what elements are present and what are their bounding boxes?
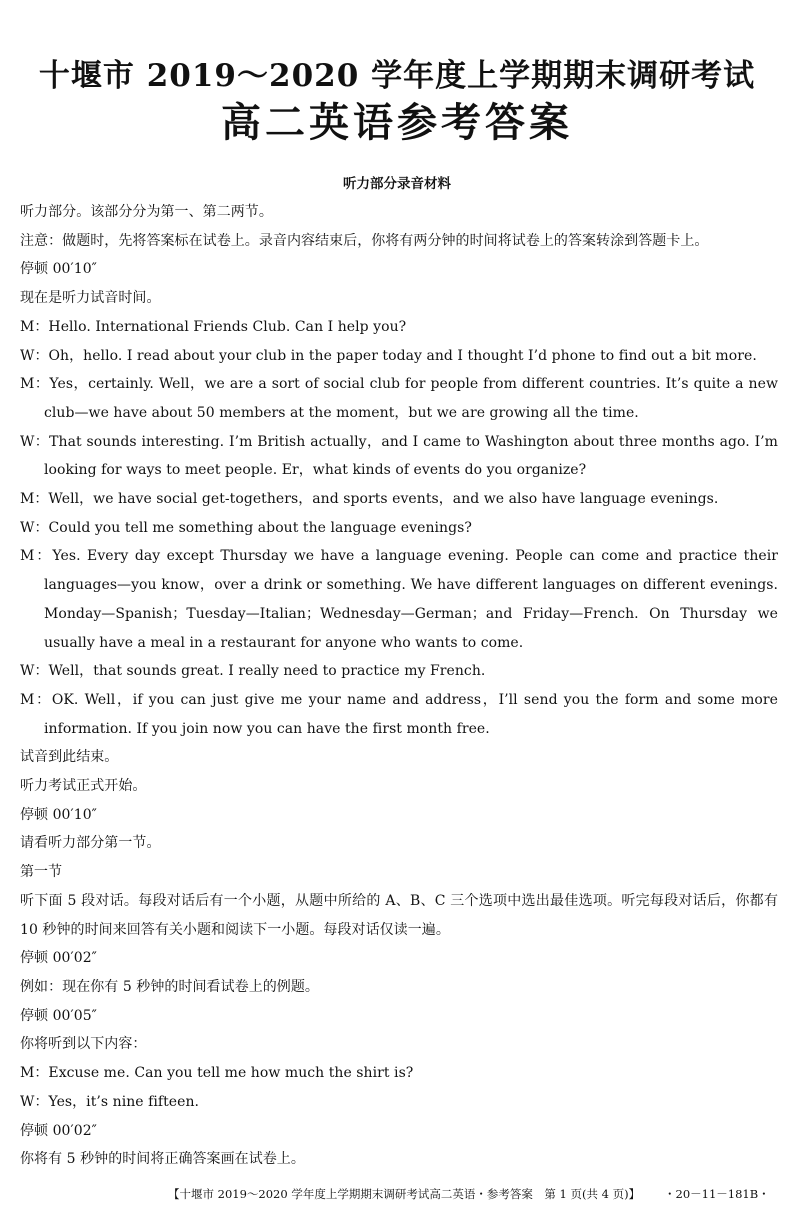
paragraph: 请看听力部分第一节。	[20, 835, 161, 852]
dialogue-line: W：Could you tell me something about the language evenings?	[20, 519, 472, 536]
paragraph: 听力考试正式开始。	[20, 778, 147, 795]
paragraph: 你将听到以下内容：	[20, 1036, 147, 1053]
paragraph: 你将有 5 秒钟的时间将正确答案画在试卷上。	[20, 1151, 305, 1168]
instructions: 听下面 5 段对话。每段对话后有一个小题，从题中所给的 A、B、C 三个选项中选出最佳选项。听完每段对话后，你都有 10 秒钟的时间来回答有关小题和阅读下一小题。每段对话仅读一遍。	[20, 892, 778, 938]
paragraph: 听力部分。该部分分为第一、第二两节。	[20, 204, 273, 220]
pause-marker: 停顿 00′10″	[20, 261, 97, 278]
dialogue-line: W：Well，that sounds great. I really need to practice my French.	[20, 663, 486, 680]
footer-doc-code: ・20－11－181B・	[664, 1187, 770, 1201]
document-title: 高二英语参考答案	[221, 99, 573, 146]
dialogue-line: W：That sounds interesting. I’m British actually，and I came to Washington about three months ago. I’m looking for ways to meet people. Er，what kinds of events do you organize?	[20, 433, 778, 479]
dialogue-line: M：Well，we have social get-togethers，and sports events，and we also have language evenings.	[20, 491, 719, 508]
paragraph: 例如：现在你有 5 秒钟的时间看试卷上的例题。	[20, 978, 319, 995]
dialogue-line: W：Yes，it’s nine fifteen.	[20, 1093, 200, 1110]
paragraph: 注意：做题时，先将答案标在试卷上。录音内容结束后，你将有两分钟的时间将试卷上的答案转涂到答题卡上。	[20, 232, 709, 249]
dialogue-line: M：Yes，certainly. Well，we are a sort of social club for people from different countries. It’s quite a new club—we have about 50 members at the moment，but we are growing all the time.	[20, 376, 778, 421]
pause-marker: 停顿 00′10″	[20, 806, 97, 823]
paragraph: 现在是听力试音时间。	[20, 290, 161, 307]
pause-marker: 停顿 00′02″	[20, 950, 97, 967]
dialogue-line: M：OK. Well，if you can just give me your name and address，I’ll send you the form and some more information. If you join now you can have the first month free.	[20, 691, 778, 737]
footer-page-info: 【十堰市 2019～2020 学年度上学期期末调研考试高二英语・参考答案 第 1 页(共 4 页)】	[168, 1187, 641, 1201]
exam-title: 十堰市 2019～2020 学年度上学期期末调研考试	[38, 58, 756, 94]
dialogue-line: M：Hello. International Friends Club. Can I help you?	[20, 318, 407, 335]
transcript-body	[20, 198, 778, 1174]
pause-marker: 停顿 00′02″	[20, 1122, 97, 1139]
page-footer	[0, 1185, 794, 1203]
dialogue-line: M：Excuse me. Can you tell me how much the shirt is?	[20, 1065, 414, 1082]
section-heading: 听力部分录音材料	[343, 176, 451, 192]
paragraph: 试音到此结束。	[20, 749, 119, 766]
dialogue-line: M：Yes. Every day except Thursday we have a language evening. People can come and practice their languages—you know，over a drink or something. We have different languages on different evenings. Monday—Spanish；Tuesday—Italian；Wednesday—German；and Friday—French. On Thursday we usually have a meal in a restaurant for anyone who wants to come.	[20, 548, 778, 651]
pause-marker: 停顿 00′05″	[20, 1007, 97, 1024]
subsection-title: 第一节	[20, 864, 63, 881]
dialogue-line: W：Oh，hello. I read about your club in the paper today and I thought I’d phone to find out a bit more.	[20, 347, 757, 364]
